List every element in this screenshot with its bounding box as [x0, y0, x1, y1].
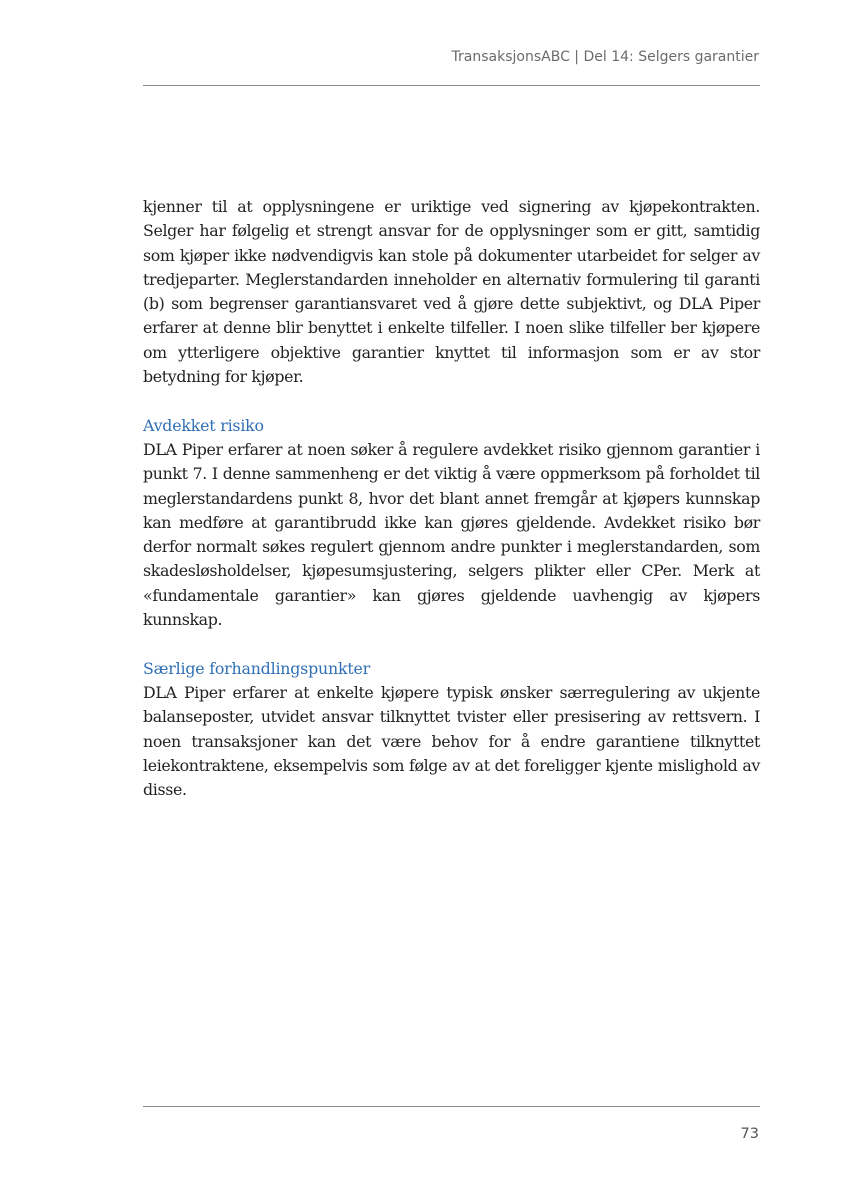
body-text — [143, 195, 760, 802]
section-heading-avdekket-risiko: Avdekket risiko — [143, 415, 264, 435]
header-divider — [143, 85, 760, 86]
page-number: 73 — [740, 1126, 759, 1142]
running-header: TransaksjonsABC | Del 14: Selgers garantier — [451, 49, 759, 65]
section-paragraph-avdekket-risiko: DLA Piper erfarer at noen søker å regulere avdekket risiko gjennom garantier i punkt 7. I denne sammenheng er det viktig å være oppmerksom på forholdet til meglerstandardens punkt 8, hvor det blant annet fremgår at kjøpers kunnskap kan medføre at garantibrudd ikke kan gjøres gjeldende. Avdekket risiko bør derfor normalt søkes regulert gjennom andre punkter i meglerstandarden, som skadesløsholdelser, kjøpesumsjustering, selgers plikter eller CPer. Merk at «fundamentale garantier» kan gjøres gjeldende uavhengig av kjøpers kunnskap. — [143, 439, 760, 630]
section-heading-saerlige-forhandlingspunkter: Særlige forhandlingspunkter — [143, 658, 370, 678]
intro-paragraph: kjenner til at opplysningene er uriktige ved signering av kjøpekontrakten. Selger har følgelig et strengt ansvar for de opplysninger som er gitt, samtidig som kjøper ikke nødvendigvis kan stole på dokumenter utarbeidet for selger av tredjeparter. Meglerstandarden inneholder en alternativ formulering til garanti (b) som begrenser garantiansvaret ved å gjøre dette subjektivt, og DLA Piper erfarer at denne blir benyttet i enkelte tilfeller. I noen slike tilfeller ber kjøpere om ytterligere objektive garantier knyttet til informasjon som er av stor betydning for kjøper. — [143, 197, 760, 387]
section-paragraph-saerlige-forhandlingspunkter: DLA Piper erfarer at enkelte kjøpere typisk ønsker særregulering av ukjente balanseposter, utvidet ansvar tilknyttet tvister eller presisering av rettsvern. I noen transaksjoner kan det være behov for å endre garantiene tilknyttet leiekontraktene, eksempelvis som følge av at det foreligger kjente mislighold av disse. — [143, 682, 760, 800]
footer-divider — [143, 1106, 760, 1107]
